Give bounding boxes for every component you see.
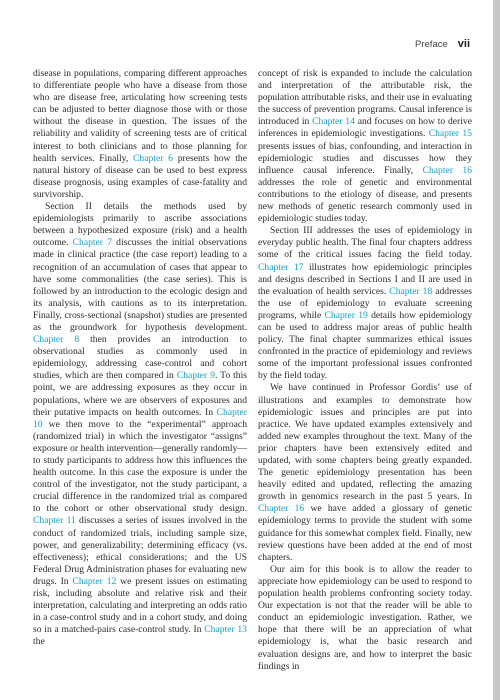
body-paragraph	[258, 564, 472, 673]
chapter-link[interactable]: Chapter 18	[389, 285, 433, 297]
right-column	[258, 68, 472, 673]
chapter-link[interactable]: Chapter 15	[428, 128, 472, 140]
chapter-link[interactable]: Chapter 19	[324, 309, 368, 321]
paragraph-text: we present issues on estimating risk, including absolute and relative risk and their interpretation, calculating and interpreting an odds ratio in a case-control study and in a cohort study, and doing so in a matched-pairs case-control study. In	[33, 575, 247, 636]
paragraph-text: disease in populations, comparing different approaches to differentiate people who have a disease from those who are disease free, articulating how screening tests can be adjusted to better diagnose those with or those without the disease in question. The issues of the reliability and validity of screening tests are of critical interest to both clinicians and to those planning for health services. Finally,	[33, 68, 247, 164]
paragraph-text: illustrates how epidemiologic principles and designs described in Sections I and II are used in the evaluation of health services.	[258, 261, 472, 297]
left-column	[33, 68, 247, 649]
chapter-link[interactable]: Chapter 8	[33, 334, 80, 346]
body-paragraph	[258, 225, 472, 382]
paragraph-text: details how epidemiology can be used to address major areas of public health policy. The final chapter summarizes ethical issues confronted in the practice of epidemiology and reviews some of the important professional issues confronted by the field today.	[258, 309, 472, 382]
chapter-link[interactable]: Chapter 16	[422, 164, 472, 176]
paragraph-text: Section II details the methods used by epidemiologists primarily to ascribe associations between a hypothesized exposure (risk) and a health outcome.	[33, 201, 247, 249]
paragraph-text: discusses the initial observations made in clinical practice (the case report) leading to a recognition of an accumulation of cases that appear to have some commonalities (the case series). This is followed by an introduction to the ecologic design and its analysis, with cautions as to its interpretation. Finally, cross-sectional (snapshot) studies are presented as the groundwork for hypothesis development.	[33, 237, 247, 333]
paragraph-text: We have continued in Professor Gordis’ use of illustrations and examples to demonstrate how epidemiologic issues and principles are put into practice. We have updated examples extensively and added new examples throughout the text. Many of the prior chapters have been extensively edited and updated, with some chapters being greatly expanded. The genetic epidemiology presentation has been heavily edited and updated, reflecting the amazing growth in genomics research in the past 5 years. In	[258, 382, 472, 503]
body-paragraph	[33, 68, 247, 201]
chapter-link[interactable]: Chapter 10	[33, 406, 247, 430]
paragraph-text: we have added a glossary of genetic epidemiology terms to provide the student with some guidance for this somewhat complex field. Finally, new review questions have been added at the end of most chapters.	[258, 503, 472, 563]
page-number: vii	[457, 38, 470, 50]
chapter-link[interactable]: Chapter 13	[204, 624, 247, 636]
body-paragraph	[33, 201, 247, 648]
paragraph-text: discusses a series of issues involved in the conduct of randomized trials, including sample size, power, and generalizability; determining efficacy (vs. effectiveness); ethical considerations; and the US Federal Drug Administration phases for evaluating new drugs. In	[33, 515, 247, 587]
paragraph-text: the	[33, 636, 45, 648]
running-head: Preface	[415, 38, 448, 50]
page-edge	[493, 0, 500, 700]
chapter-link[interactable]: Chapter 17	[258, 261, 304, 273]
chapter-link[interactable]: Chapter 11	[33, 515, 76, 527]
paragraph-text: . To this point, we are addressing exposures as they occur in populations, where we are observers of exposures and their putative impacts on health outcomes. In	[33, 370, 247, 418]
chapter-link[interactable]: Chapter 14	[312, 116, 355, 128]
chapter-link[interactable]: Chapter 16	[258, 503, 305, 515]
body-paragraph	[258, 382, 472, 563]
chapter-link[interactable]: Chapter 6	[133, 152, 173, 164]
chapter-link[interactable]: Chapter 12	[72, 575, 117, 587]
paragraph-text: concept of risk is expanded to include the calculation and interpretation of the attributable risk, the population attributable risks, and their use in evaluating the success of prevention programs. Causal inference is introduced in	[258, 68, 472, 128]
paragraph-text: and focuses on how to derive inferences in epidemiologic investigations.	[258, 116, 472, 140]
paragraph-text: we then move to the “experimental” approach (randomized trial) in which the investigator “assigns” exposure or health intervention—generally randomly—to study participants to address how this influences the health outcome. In this case the exposure is under the control of the investigator, not the study participant, a crucial difference in the randomized trial as compared to the cohort or other observational study design.	[33, 418, 247, 515]
body-paragraph	[258, 68, 472, 225]
paragraph-text: addresses the role of genetic and environmental contributions to the etiology of disease, and presents new methods of genetic research commonly used in epidemiologic studies today.	[258, 176, 472, 225]
paragraph-text: presents how the natural history of disease can be used to best express disease prognosis, using examples of case-fatality and survivorship.	[33, 152, 247, 200]
paragraph-text: Our aim for this book is to allow the reader to appreciate how epidemiology can be used to respond to population health problems confronting society today. Our expectation is not that the reader will be able to conduct an epidemiologic investigation. Rather, we hope that there will be an appreciation of what epidemiology is, what the basic research and evaluation designs are, and how to interpret the basic findings in	[258, 563, 472, 672]
chapter-link[interactable]: Chapter 7	[72, 237, 112, 249]
paragraph-text: Section III addresses the uses of epidemiology in everyday public health. The final four chapters address some of the critical issues facing the field today.	[258, 225, 472, 261]
paragraph-text: then provides an introduction to observational studies as commonly used in epidemiology, addressing case-control and cohort studies, which are then compared in	[33, 334, 247, 382]
page-header	[415, 38, 470, 50]
paragraph-text: presents issues of bias, confounding, and interaction in epidemiologic studies and discusses how they influence causal inference. Finally,	[258, 140, 472, 176]
chapter-link[interactable]: Chapter 9	[176, 370, 215, 382]
paragraph-text: addresses the use of epidemiology to evaluate screening programs, while	[258, 285, 472, 321]
